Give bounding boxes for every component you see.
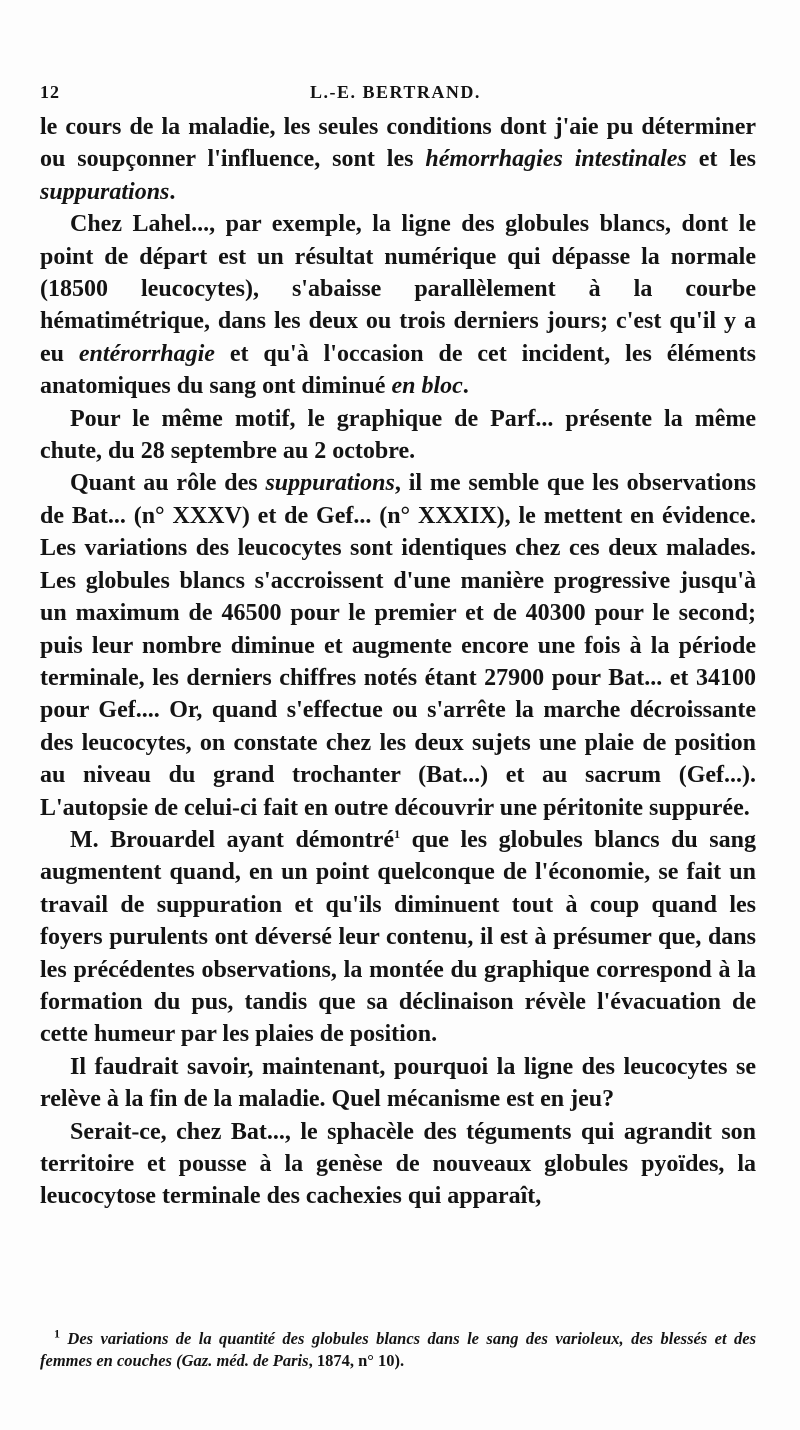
text-run: le cours de la maladie, les seules conditions dont j'aie pu déterminer ou soupçonner l'influence, sont les [40,114,756,173]
text-run: Serait-ce, chez Bat..., le sphacèle des téguments qui agrandit son territoire et pousse à la genèse de nouveaux globules pyoïdes, la leucocytose terminale des cachexies qui apparaît, [40,1118,756,1210]
paragraph-3 [40,403,756,468]
footnote-reference: 1 [394,826,401,841]
paragraph-4 [40,467,756,823]
text-run: M. Brouardel ayant démontré [70,826,395,853]
text-run: Pour le même motif, le graphique de Parf... présente la même chute, du 28 septembre au 2 octobre. [40,405,756,465]
paragraph-6 [40,1051,756,1116]
italic-run: entérorrhagie [78,340,215,367]
text-run: que les globules blancs du sang augmentent quand, en un point quelconque de l'économie, se fait un travail de suppuration et qu'ils diminuent tout à coup quand les foyers purulents ont déversé leur contenu, il est à présumer que, dans les précédentes observations, la montée du graphique correspond à la formation du pus, tandis que sa déclinaison révèle l'évacuation de cette humeur par les plaies de position. [40,826,756,1048]
text-run: et qu'à l'occasion de cet incident, les éléments anatomiques du sang ont diminué [40,340,757,400]
paragraph-1 [40,111,756,208]
paragraph-2 [40,208,756,402]
paragraph-7 [40,1116,756,1213]
italic-run: suppurations [40,178,170,205]
footnote-text: , 1874, n° 10). [308,1351,405,1370]
text-run: Il faudrait savoir, maintenant, pourquoi la ligne des leucocytes se relève à la fin de la maladie. Quel mécanisme est en jeu? [40,1053,756,1113]
footnote-text: Des variations de la quantité des globules blancs dans le sang des varioleux, des blessés et des femmes en couches ( [40,1329,756,1370]
page-number: 12 [40,82,60,102]
text-run: Chez Lahel..., par exemple, la ligne des globules blancs, dont le point de départ est un résultat numérique qui dépasse la normale (18500 leucocytes), s'abaisse parallèlement à la courbe hématimétrique, dans les deux ou trois derniers jours; c'est qu'il y a eu [40,211,756,367]
footnote [40,1328,756,1372]
paragraph-5 [40,824,756,1051]
italic-run: en bloc [391,373,463,400]
text-run: . [169,178,176,205]
running-head: L.-E. BERTRAND. [310,82,481,102]
page-header [40,82,760,110]
italic-run: suppurations [265,470,395,497]
footnote-journal: Gaz. méd. de Paris [181,1351,309,1370]
body-text [40,111,756,1213]
text-run: Quant au rôle des [70,470,266,497]
text-run: , il me semble que les observations de Bat... (n° XXXV) et de Gef... (n° XXXIX), le mettent en évidence. Les variations des leucocytes sont identiques chez ces deux malades. Les globules blancs s'accroissent d'une manière progressive jusqu'à un maximum de 46500 pour le premier et de 40300 pour le second; puis leur nombre diminue et augmente encore une fois à la période terminale, les derniers chiffres notés étant 27900 pour Bat... et 34100 pour Gef.... Or, quand s'effectue ou s'arrête la marche décroissante des leucocytes, on constate chez les deux sujets une plaie de position au niveau du grand trochanter (Bat...) et au sacrum (Gef...). L'autopsie de celui-ci fait en outre découvrir une péritonite suppurée. [40,470,756,821]
footnote-marker: 1 [54,1326,60,1341]
text-run: . [462,373,469,400]
text-run: et les [686,146,756,173]
italic-run: hémorrhagies intestinales [425,146,687,173]
